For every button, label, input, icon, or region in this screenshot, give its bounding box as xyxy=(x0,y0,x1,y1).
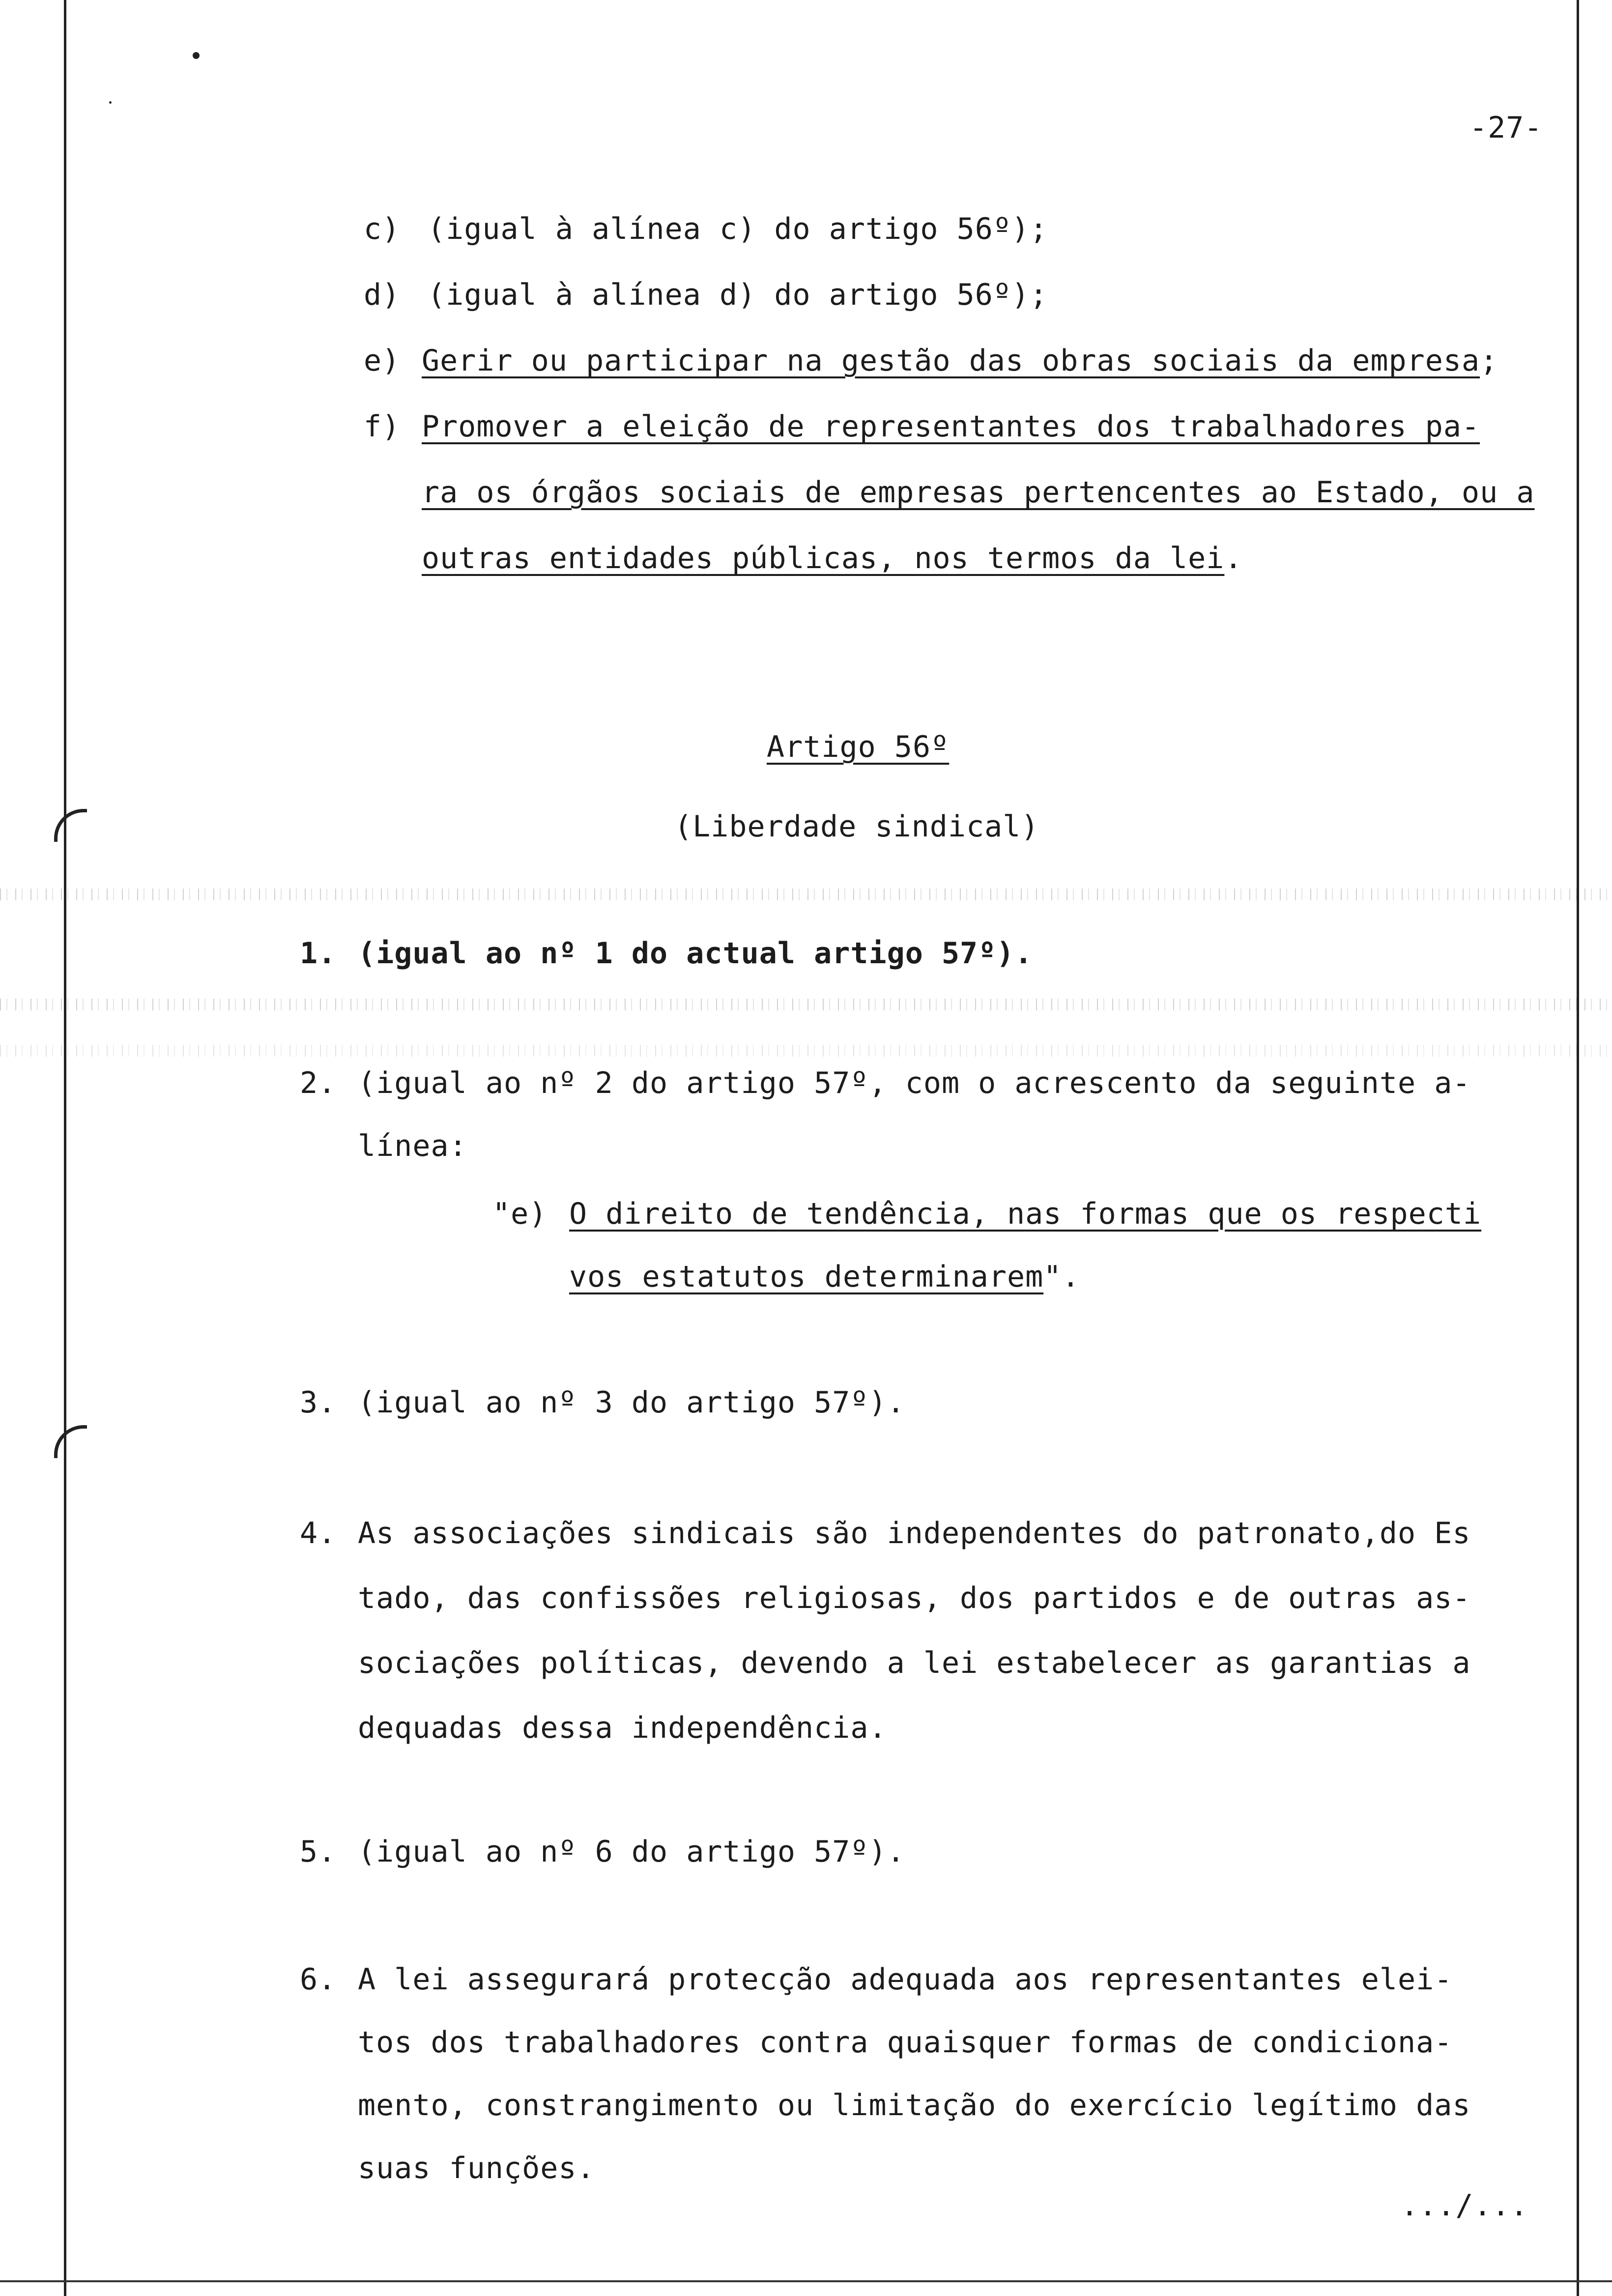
bottom-edge-rule xyxy=(0,2280,1612,2282)
scan-noise-band xyxy=(0,889,1612,900)
para-4-line-2: tado, das confissões religiosas, dos partidos e de outras as- xyxy=(358,1581,1471,1615)
para-5-line-1: (igual ao nº 6 do artigo 57º). xyxy=(358,1835,905,1869)
para-2-number: 2. xyxy=(300,1066,337,1100)
ink-speck-mark xyxy=(109,101,112,104)
para-4-line-1: As associações sindicais são independentes do patronato,do Es xyxy=(358,1516,1471,1550)
item-f-marker: f) xyxy=(364,409,401,444)
para-6-line-2: tos dos trabalhadores contra quaisquer formas de condiciona- xyxy=(358,2025,1453,2060)
para-6-line-4: suas funções. xyxy=(358,2151,595,2185)
quote-line-2: vos estatutos determinarem xyxy=(569,1260,1044,1294)
left-margin-rule xyxy=(64,0,66,2296)
para-1-line-1: (igual ao nº 1 do actual artigo 57º). xyxy=(358,936,1033,971)
article-subtitle: (Liberdade sindical) xyxy=(674,809,1039,844)
para-6-line-3: mento, constrangimento ou limitação do exercício legítimo das xyxy=(358,2088,1471,2123)
item-e-line xyxy=(422,343,1498,378)
quote-line-2-wrap xyxy=(569,1259,1080,1294)
para-1-number: 1. xyxy=(300,936,337,971)
para-3-number: 3. xyxy=(300,1385,337,1420)
quote-marker: "e) xyxy=(492,1197,547,1231)
binder-hook-mark xyxy=(54,809,87,842)
para-2-line-1: (igual ao nº 2 do artigo 57º, com o acrescento da seguinte a- xyxy=(358,1066,1471,1100)
para-4-line-4: dequadas dessa independência. xyxy=(358,1711,887,1745)
quote-end: ". xyxy=(1043,1260,1080,1294)
item-c-text: (igual à alínea c) do artigo 56º); xyxy=(428,212,1048,246)
ink-dot-mark xyxy=(193,52,200,59)
binder-hook-mark xyxy=(54,1425,87,1458)
para-4-number: 4. xyxy=(300,1516,337,1550)
item-d-text: (igual à alínea d) do artigo 56º); xyxy=(428,278,1048,312)
para-5-number: 5. xyxy=(300,1835,337,1869)
item-f-line-3 xyxy=(422,541,1243,576)
item-d-marker: d) xyxy=(364,278,401,312)
quote-line-1: O direito de tendência, nas formas que os respecti xyxy=(569,1197,1482,1231)
page-number: -27- xyxy=(1469,111,1543,145)
item-c-marker: c) xyxy=(364,212,401,246)
scan-noise-band xyxy=(0,1045,1612,1057)
para-6-line-1: A lei assegurará protecção adequada aos representantes elei- xyxy=(358,1962,1453,1997)
continuation-mark: .../... xyxy=(1401,2188,1528,2223)
item-e-text: Gerir ou participar na gestão das obras sociais da empresa xyxy=(422,344,1480,378)
para-4-line-3: sociações políticas, devendo a lei estabelecer as garantias a xyxy=(358,1646,1471,1680)
scan-noise-band xyxy=(0,999,1612,1010)
para-2-line-2: línea: xyxy=(358,1129,467,1163)
item-f-end: . xyxy=(1224,541,1243,575)
item-f-line-2: ra os órgãos sociais de empresas pertencentes ao Estado, ou a xyxy=(422,475,1535,510)
article-title: Artigo 56º xyxy=(767,730,950,764)
para-3-line-1: (igual ao nº 3 do artigo 57º). xyxy=(358,1385,905,1420)
item-e-end: ; xyxy=(1480,344,1498,378)
right-margin-rule xyxy=(1577,0,1579,2296)
item-f-text-3: outras entidades públicas, nos termos da lei xyxy=(422,541,1225,575)
para-6-number: 6. xyxy=(300,1962,337,1997)
item-e-marker: e) xyxy=(364,344,401,378)
item-f-line-1: Promover a eleição de representantes dos trabalhadores pa- xyxy=(422,409,1480,444)
